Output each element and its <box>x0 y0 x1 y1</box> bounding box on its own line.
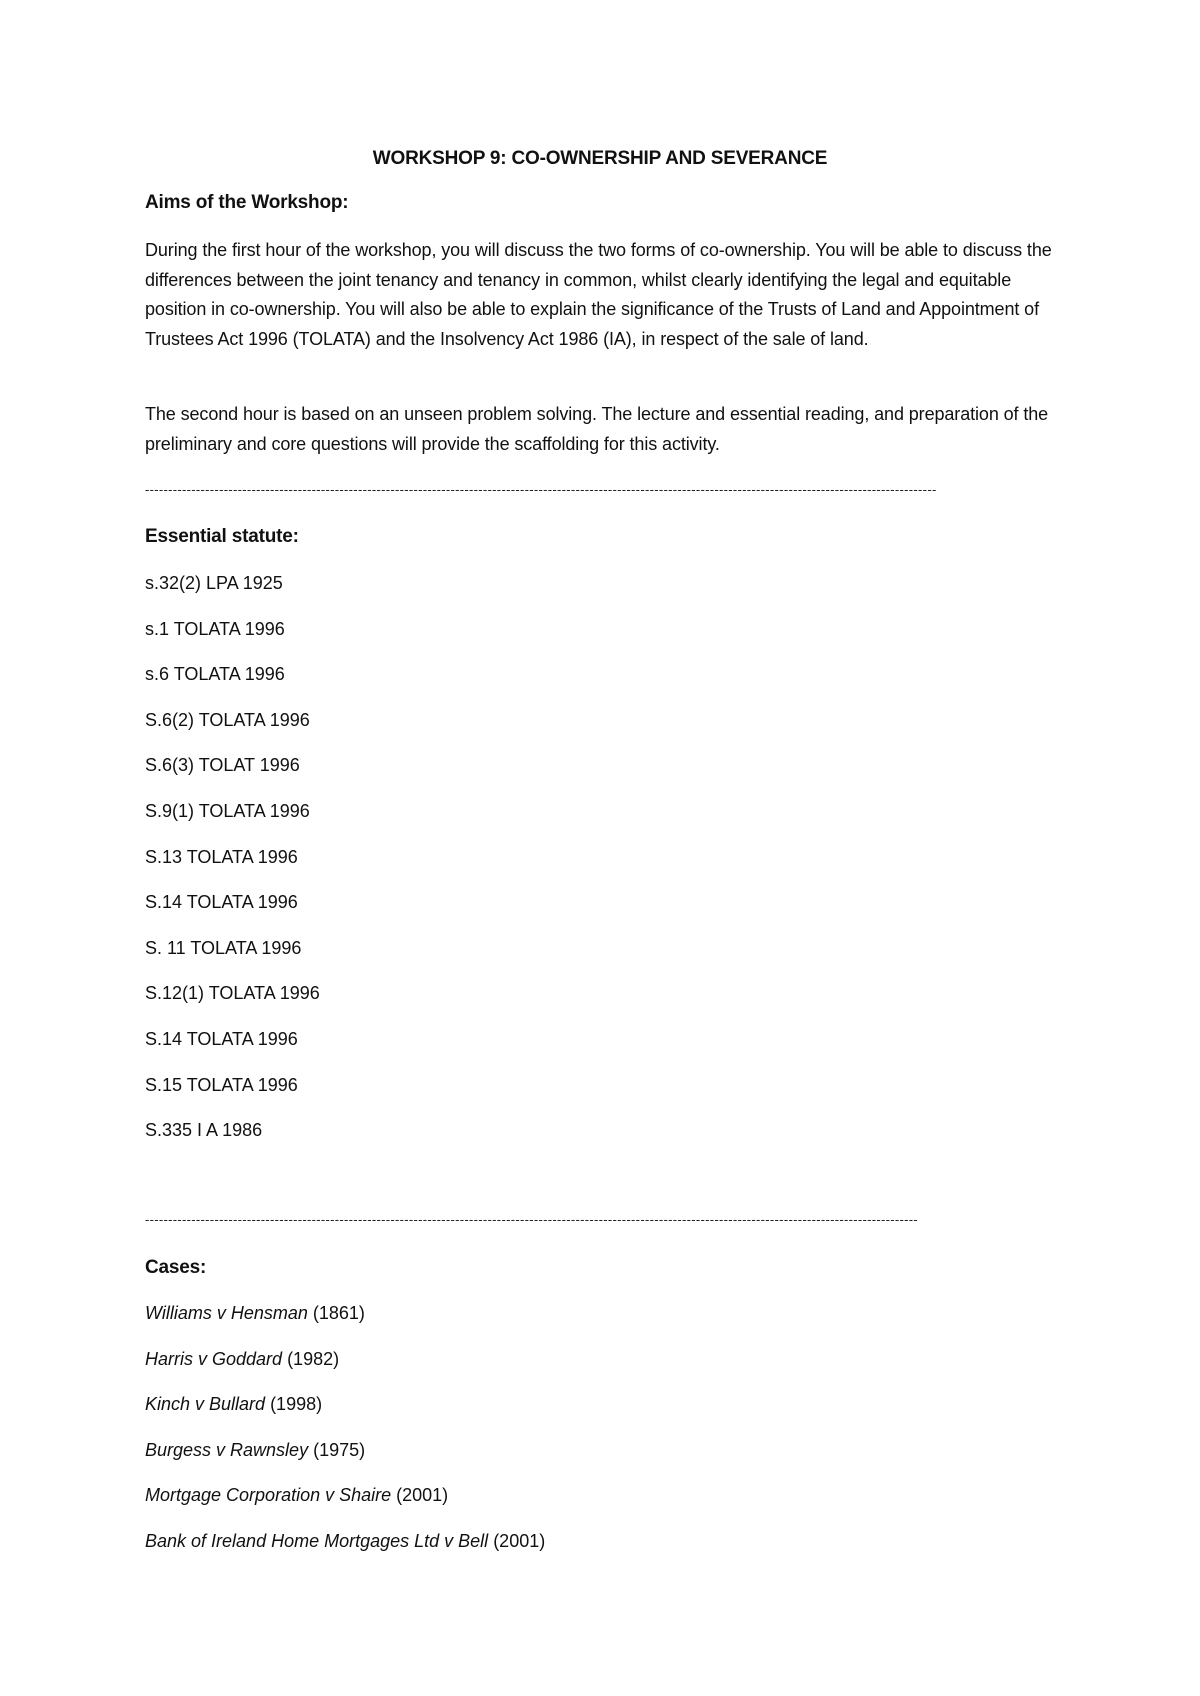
case-year: (2001) <box>391 1485 449 1506</box>
case-item <box>145 1347 545 1393</box>
case-item <box>145 1483 545 1529</box>
aims-heading: Aims of the Workshop: <box>145 192 349 213</box>
statute-item: S.9(1) TOLATA 1996 <box>145 800 310 821</box>
statute-heading: Essential statute: <box>145 526 299 547</box>
case-name: Williams v Hensman <box>145 1303 308 1323</box>
case-name: Kinch v Bullard <box>145 1394 266 1415</box>
case-item <box>145 1301 545 1347</box>
statute-item: S.6(3) TOLAT 1996 <box>145 755 300 776</box>
statute-item: S.335 I A 1986 <box>145 1120 263 1141</box>
case-list <box>145 1301 545 1575</box>
case-year: (1998) <box>265 1394 323 1415</box>
section-divider-2: ----------------------------------------------------------------------------------------------------------------------------------------------------------------------- <box>145 1212 919 1227</box>
statute-item: s.32(2) LPA 1925 <box>145 573 283 593</box>
case-year: (2001) <box>488 1530 546 1551</box>
statute-item: S. 11 TOLATA 1996 <box>145 937 302 958</box>
case-year: (1975) <box>308 1439 366 1460</box>
statute-item: S.13 TOLATA 1996 <box>145 846 298 867</box>
case-item <box>145 1438 545 1484</box>
statute-item: s.1 TOLATA 1996 <box>145 618 285 639</box>
statute-item: s.6 TOLATA 1996 <box>145 664 285 685</box>
case-name: Bank of Ireland Home Mortgages Ltd v Bell <box>145 1530 489 1551</box>
cases-heading: Cases: <box>145 1257 207 1278</box>
statute-item: S.14 TOLATA 1996 <box>145 892 298 913</box>
aims-paragraph-1: During the first hour of the workshop, you will discuss the two forms of co-ownership. You will be able to discuss the differences between the joint tenancy and tenancy in common, whilst clearly identifying the legal and equitable position in co-ownership. You will also be able to explain the significance of the Trusts of Land and Appointment of Trustees Act 1996 (TOLATA) and the Insolvency Act 1986 (IA), in respect of the sale of land. <box>145 240 1052 349</box>
case-year: (1982) <box>282 1348 340 1369</box>
document-title: WORKSHOP 9: CO-OWNERSHIP AND SEVERANCE <box>372 148 828 169</box>
case-name: Mortgage Corporation v Shaire <box>145 1485 392 1506</box>
section-divider-1: --------------------------------------------------------------------------------------------------------------------------------------------------------------------------- <box>145 482 937 497</box>
statute-item: S.14 TOLATA 1996 <box>145 1028 298 1049</box>
statute-item: S.6(2) TOLATA 1996 <box>145 709 310 730</box>
case-name: Harris v Goddard <box>145 1348 283 1369</box>
statute-list <box>145 571 320 1164</box>
case-year: (1861) <box>307 1303 365 1323</box>
statute-item: S.15 TOLATA 1996 <box>145 1074 298 1095</box>
aims-paragraph-2: The second hour is based on an unseen problem solving. The lecture and essential reading, and preparation of the preliminary and core questions will provide the scaffolding for this activity. <box>145 404 1049 454</box>
case-name: Burgess v Rawnsley <box>145 1439 309 1460</box>
case-item <box>145 1392 545 1438</box>
case-item <box>145 1529 545 1575</box>
statute-item: S.12(1) TOLATA 1996 <box>145 983 320 1004</box>
